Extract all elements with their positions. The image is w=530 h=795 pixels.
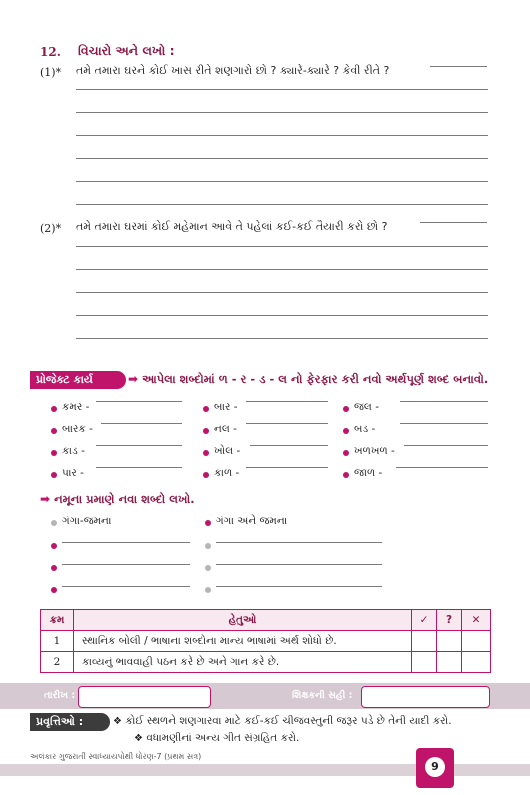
example-heading: નમૂના પ્રમાણે નવા શબ્દો લખો. [54,492,195,506]
answer-line[interactable] [430,66,487,67]
table-cell-text: કાવ્યનું ભાવવાહી પઠન કરે છે અને ગાન કરે છે. [74,652,412,673]
bullet-icon [205,520,211,526]
subquestion-1-text: તમે તમારા ઘરને કોઈ ખાસ રીતે શણગારો છો ? ક્યારે-ક્યારે ? કેવી રીતે ? [76,64,390,77]
answer-line[interactable] [101,423,182,424]
signature-label: શિક્ષકની સહી : [292,690,353,701]
arrow-right-icon: ➡ [40,492,51,506]
table-cell-question[interactable] [437,631,462,652]
bullet-icon [343,406,349,412]
table-row [41,652,491,673]
project-instruction [128,372,488,387]
activities-label: પ્રવૃત્તિઓ : [30,713,110,731]
answer-line[interactable] [96,401,182,402]
answer-line[interactable] [76,112,488,113]
word-item: નલ - [214,423,237,435]
table-cell-text: સ્થાનિક બોલી / ભાષાના શબ્દોના માન્ય ભાષામાં અર્થ શોધો છે. [74,631,412,652]
answer-line[interactable] [420,222,487,223]
table-row [41,631,491,652]
answer-line[interactable] [76,269,488,270]
word-item: ખળખળ - [354,445,395,457]
answer-line[interactable] [250,445,328,446]
answer-line[interactable] [400,423,488,424]
answer-line[interactable] [76,338,488,339]
answer-line[interactable] [76,181,488,182]
table-cell-num: 1 [41,631,74,652]
bullet-icon [205,587,211,593]
answer-line[interactable] [62,586,190,587]
question-icon: ? [437,610,462,631]
question-title: વિચારો અને લખો : [78,43,175,58]
bullet-icon [343,472,349,478]
answer-line[interactable] [246,423,328,424]
table-cell-cross[interactable] [462,631,491,652]
word-item: કાળ - [214,467,240,479]
answer-line[interactable] [404,445,488,446]
bullet-icon [205,565,211,571]
table-cell-question[interactable] [437,652,462,673]
subquestion-1-number: (1)* [40,66,62,79]
bullet-icon [51,587,57,593]
bullet-icon [51,520,57,526]
answer-line[interactable] [62,564,190,565]
activity-item [113,715,452,728]
example-left: ગંગા-જમના [62,515,112,527]
example-heading-row [40,492,195,507]
date-label: તારીખ : [44,690,76,701]
word-item: કમર - [62,401,90,413]
bullet-icon [51,565,57,571]
answer-line[interactable] [246,401,328,402]
table-cell-check[interactable] [412,652,437,673]
bullet-icon [51,450,57,456]
answer-line[interactable] [96,467,182,468]
answer-line[interactable] [76,158,488,159]
bullet-icon [51,543,57,549]
answer-line[interactable] [400,401,488,402]
bullet-icon [343,428,349,434]
signature-field[interactable] [361,686,490,708]
cross-icon: ✕ [462,610,491,631]
word-item: ખોલ - [214,445,241,457]
table-header-cell: ક્રમ [41,610,74,631]
bullet-icon [203,428,209,434]
answer-line[interactable] [216,542,382,543]
bullet-icon [51,428,57,434]
diamond-bullet-icon: ❖ [113,716,122,727]
page-number: 9 [425,757,445,777]
answer-line[interactable] [76,135,488,136]
bullet-icon [205,543,211,549]
bullet-icon [203,406,209,412]
activity-text: વધામણીનાં અન્ય ગીત સંગ્રહિત કરો. [146,732,300,744]
bullet-icon [343,450,349,456]
answer-line[interactable] [246,467,328,468]
word-item: બાર - [214,401,238,413]
answer-line[interactable] [62,542,190,543]
word-item: બારક - [62,423,93,435]
answer-line[interactable] [76,246,488,247]
table-header-row [41,610,491,631]
word-item: બડ - [354,423,376,435]
table-cell-num: 2 [41,652,74,673]
check-icon: ✓ [412,610,437,631]
word-item: જલ - [354,401,379,413]
table-cell-cross[interactable] [462,652,491,673]
project-instruction-text: આપેલા શબ્દોમાં ળ - ર - ડ - લ નો ફેરફાર કરી નવો અર્થપૂર્ણ શબ્દ બનાવો. [142,372,489,386]
question-number: 12. [40,45,61,59]
project-banner: પ્રોજેક્ટ કાર્ય [30,371,126,389]
activity-text: કોઈ સ્થળને શણગારવા માટે કઈ-કઈ ચીજવસ્તુની જરૂર પડે છે તેની યાદી કરો. [125,715,452,727]
table-header-cell: હેતુઓ [74,610,412,631]
answer-line[interactable] [76,315,488,316]
answer-line[interactable] [76,89,488,90]
answer-line[interactable] [216,586,382,587]
table-cell-check[interactable] [412,631,437,652]
word-item: કાડ - [62,445,85,457]
bullet-icon [51,472,57,478]
bullet-icon [51,406,57,412]
subquestion-2-number: (2)* [40,222,62,235]
word-item: જાળ - [354,467,383,479]
bullet-icon [203,450,209,456]
date-field[interactable] [78,686,211,708]
assessment-table [40,609,491,673]
example-right: ગંગા અને જમના [216,515,288,527]
answer-line[interactable] [396,467,488,468]
activity-item [134,732,299,745]
arrow-right-icon: ➡ [128,372,139,386]
book-title: અલંકાર ગુજરાતી સ્વાધ્યાયપોથી ધોરણ-7 (પ્રથમ સત્ર) [30,752,202,761]
subquestion-2-text: તમે તમારા ઘરમાં કોઈ મહેમાન આવે તે પહેલાં કઈ-કઈ તૈયારી કરો છો ? [76,220,388,233]
answer-line[interactable] [216,564,382,565]
answer-line[interactable] [76,204,488,205]
word-item: પાર - [62,467,84,479]
diamond-bullet-icon: ❖ [134,733,143,744]
answer-line[interactable] [76,292,488,293]
answer-line[interactable] [96,445,182,446]
bullet-icon [203,472,209,478]
